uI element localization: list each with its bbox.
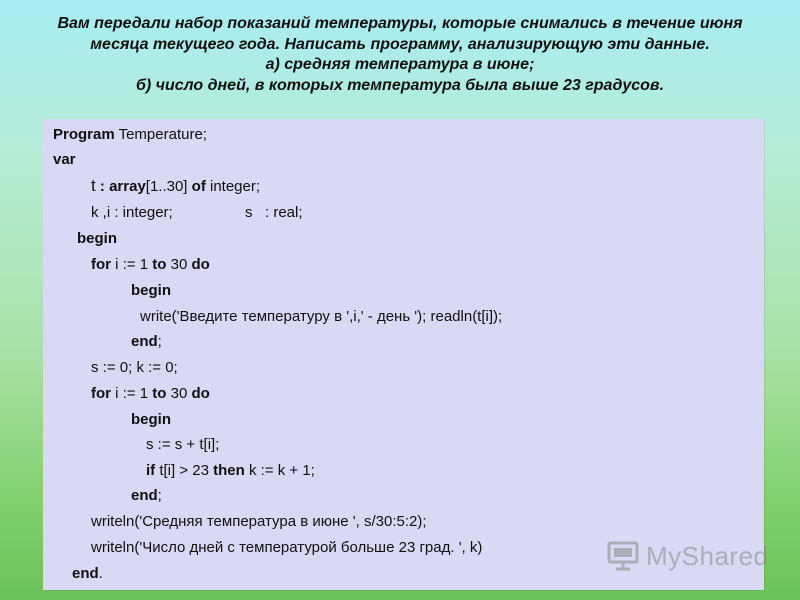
code-line-1 xyxy=(53,126,207,144)
code-line-14 xyxy=(146,462,315,480)
keyword-to: to xyxy=(152,256,167,273)
code-line-9 xyxy=(131,333,162,351)
code-line-6 xyxy=(91,256,210,274)
keyword-then: then xyxy=(213,462,245,479)
array-range: [1..30] xyxy=(145,178,192,195)
code-line-4a: k ,i : integer; xyxy=(91,204,173,221)
keyword-begin: begin xyxy=(131,411,171,428)
code-line-3 xyxy=(91,177,260,196)
code-line-17: writeln('Число дней с температурой больше 23 град. ', k) xyxy=(91,539,483,556)
semicolon: ; xyxy=(157,333,162,350)
code-line-10: s := 0; k := 0; xyxy=(91,359,178,376)
array-type: integer; xyxy=(205,178,261,195)
watermark-text: MyShared xyxy=(646,540,769,571)
task-line-1: Вам передали набор показаний температуры, которые снимались в течение июня xyxy=(57,15,743,32)
code-line-2 xyxy=(53,151,76,169)
keyword-end: end xyxy=(131,487,158,504)
watermark xyxy=(606,536,769,576)
program-name: Temperature; xyxy=(114,126,207,143)
code-line-18 xyxy=(72,565,103,583)
colon: : xyxy=(95,178,110,195)
code-line-8: write('Введите температуру в ',i,' - день '); readln(t[i]); xyxy=(140,308,503,325)
keyword-array: array xyxy=(109,178,146,195)
code-listing xyxy=(43,119,764,590)
keyword-end: end xyxy=(131,333,158,350)
keyword-of: of xyxy=(191,178,206,195)
keyword-for: for xyxy=(91,385,111,402)
keyword-for: for xyxy=(91,256,111,273)
loop-init: i := 1 xyxy=(111,385,153,402)
code-line-4b: s : real; xyxy=(245,204,303,221)
task-statement xyxy=(10,14,790,96)
task-line-3: а) средняя температура в июне; xyxy=(265,56,535,73)
code-line-16: writeln('Средняя температура в июне ', s/30:5:2); xyxy=(91,513,427,530)
loop-limit: 30 xyxy=(166,385,192,402)
keyword-if: if xyxy=(146,462,156,479)
keyword-var: var xyxy=(53,151,76,168)
period: . xyxy=(98,565,103,582)
code-line-11 xyxy=(91,385,210,403)
code-line-15 xyxy=(131,487,162,505)
keyword-do: do xyxy=(191,256,210,273)
condition: t[i] > 23 xyxy=(155,462,214,479)
code-line-7 xyxy=(131,282,171,300)
code-line-5 xyxy=(77,230,117,248)
increment: k := k + 1; xyxy=(244,462,315,479)
loop-limit: 30 xyxy=(166,256,192,273)
loop-init: i := 1 xyxy=(111,256,153,273)
code-line-12 xyxy=(131,411,171,429)
semicolon: ; xyxy=(157,487,162,504)
keyword-program: Program xyxy=(53,126,115,143)
keyword-to: to xyxy=(152,385,167,402)
keyword-do: do xyxy=(191,385,210,402)
keyword-end: end xyxy=(72,565,99,582)
task-line-4: б) число дней, в которых температура была выше 23 градусов. xyxy=(135,76,665,94)
code-line-13: s := s + t[i]; xyxy=(146,436,220,453)
task-line-2: месяца текущего года. Написать программу, анализирующую эти данные. xyxy=(90,35,710,53)
keyword-begin: begin xyxy=(77,230,117,247)
var-t: t xyxy=(91,176,96,195)
presentation-icon xyxy=(606,539,640,573)
keyword-begin: begin xyxy=(131,282,171,299)
